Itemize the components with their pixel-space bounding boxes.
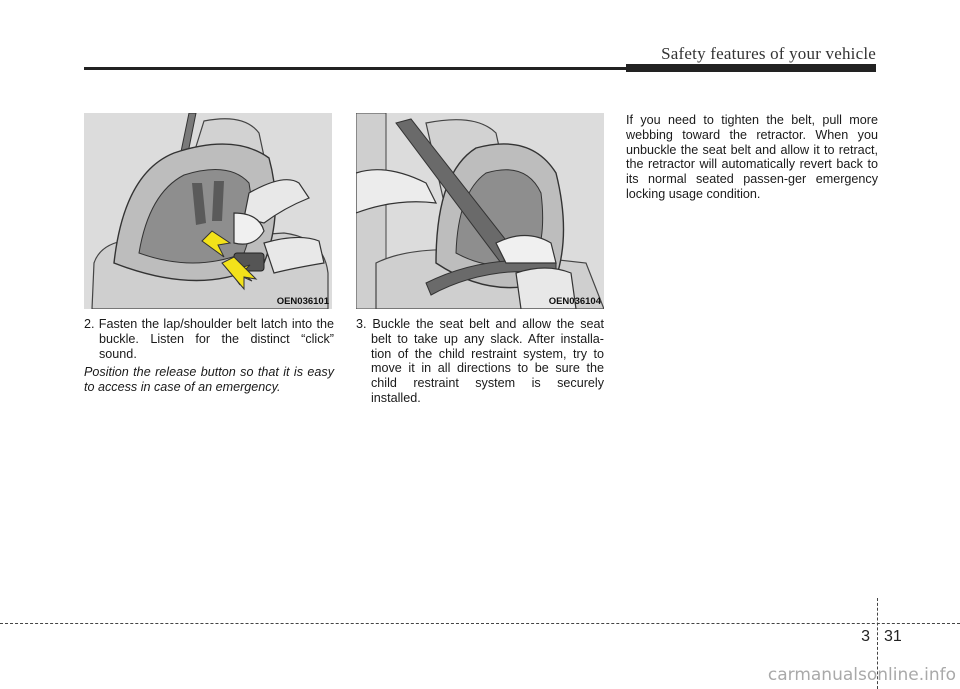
child-seat-buckle-illustration (84, 113, 332, 309)
footer-rule (0, 623, 960, 624)
child-seat-tighten-illustration (356, 113, 604, 309)
step-3-text: 3. Buckle the seat belt and allow the seat belt to take up any slack. After installa-tion of the child restraint system, try to move it in all directions to be sure the child restraint system is securely installed. (356, 317, 604, 405)
release-button-note: Position the release button so that it is easy to access in case of an emergency. (84, 365, 334, 395)
chapter-number: 3 (861, 628, 870, 645)
watermark: carmanualsonline.info (767, 665, 956, 685)
section-title: Safety features of your vehicle (661, 44, 876, 63)
column-2 (356, 317, 604, 410)
column-1 (84, 317, 334, 395)
page-number: 31 (884, 628, 902, 645)
figure-child-seat-tighten (356, 113, 604, 309)
tighten-belt-paragraph: If you need to tighten the belt, pull more webbing toward the retractor. When you unbuckle the seat belt and allow it to retract, the retractor will automatically revert back to its normal seated passen-ger emergency locking usage condition. (626, 113, 878, 201)
figure-code: OEN036101 (276, 296, 329, 307)
header-rule-accent (626, 64, 876, 72)
column-3 (626, 113, 878, 202)
figure-code: OEN036104 (548, 296, 601, 307)
figure-child-seat-buckle (84, 113, 332, 309)
step-2-text: 2. Fasten the lap/shoulder belt latch into the buckle. Listen for the distinct “click” sound. (84, 317, 334, 361)
